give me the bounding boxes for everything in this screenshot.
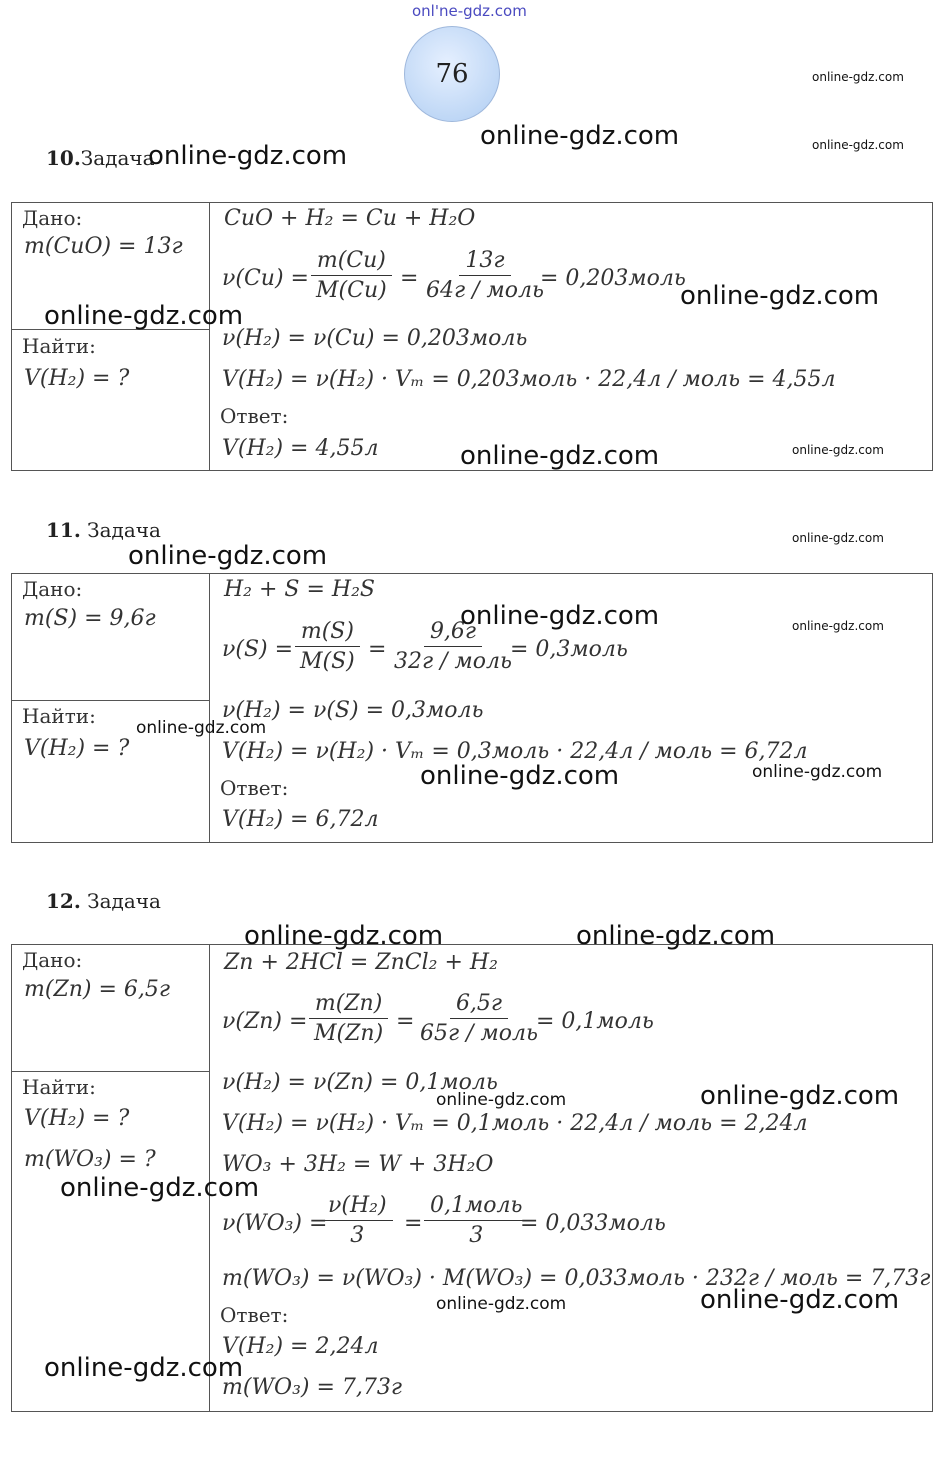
watermark: online-gdz.com — [576, 921, 776, 951]
calc-lhs: ν(S) = — [222, 637, 294, 662]
watermark: online-gdz.com — [700, 1285, 900, 1315]
watermark: online-gdz.com — [244, 921, 444, 951]
given-label: Дано: — [22, 577, 83, 601]
calc-line: ν(H₂) = ν(Cu) = 0,203моль — [222, 326, 528, 351]
find-value: V(H₂) = ? — [24, 1106, 130, 1131]
fraction-formula: $\frac{\text{ν(H₂)}}{3}$ — [322, 1193, 393, 1248]
calc-line: V(H₂) = ν(H₂) · Vₘ = 0,203моль · 22,4л / моль = 4,55л — [222, 367, 836, 392]
calc-line: ν(H₂) = ν(S) = 0,3моль — [222, 698, 484, 723]
reaction-equation: Zn + 2HCl = ZnCl₂ + H₂ — [224, 950, 498, 975]
fraction-values: 13г 64г / моль — [426, 248, 544, 303]
find-value: V(H₂) = ? — [24, 736, 130, 761]
calc-result: = 0,203моль — [540, 266, 686, 291]
watermark: online-gdz.com — [60, 1173, 260, 1203]
fraction-formula: $\frac{m(S)}{M(S)}$ — [294, 619, 361, 674]
watermark: online-gdz.com — [148, 141, 348, 171]
given-label: Дано: — [22, 948, 83, 972]
calc-result: = 0,033моль — [520, 1211, 666, 1236]
watermark: online-gdz.com — [44, 1353, 244, 1383]
page-number-badge — [404, 26, 500, 122]
calc-lhs: ν(Zn) = — [222, 1009, 308, 1034]
answer-value: V(H₂) = 4,55л — [222, 436, 379, 461]
watermark: online-gdz.com — [792, 619, 884, 633]
calc-lhs: ν(Cu) = — [222, 266, 309, 291]
watermark: online-gdz.com — [420, 761, 620, 791]
reaction-equation: WO₃ + 3H₂ = W + 3H₂O — [222, 1152, 494, 1177]
find-label: Найти: — [22, 704, 96, 728]
watermark: online-gdz.com — [752, 762, 883, 782]
fraction-formula: $\frac{m(Zn)}{M(Zn)}$ — [308, 991, 389, 1046]
reaction-equation: H₂ + S = H₂S — [224, 577, 375, 602]
given-value: m(Zn) = 6,5г — [24, 977, 171, 1002]
watermark: online-gdz.com — [436, 1090, 567, 1110]
watermark: online-gdz.com — [700, 1081, 900, 1111]
calc-result: = 0,3моль — [510, 637, 628, 662]
find-label: Найти: — [22, 1075, 96, 1099]
watermark: online-gdz.com — [792, 443, 884, 457]
answer-value: V(H₂) = 6,72л — [222, 807, 379, 832]
find-value: V(H₂) = ? — [24, 366, 130, 391]
watermark: online-gdz.com — [460, 441, 660, 471]
fraction-values: 0,1моль 3 — [424, 1193, 528, 1248]
fraction-values: 9,6г 32г / моль — [394, 619, 512, 674]
task-10-title: 10.Задача — [46, 146, 155, 170]
task-12-title: 12. Задача — [46, 889, 161, 913]
calc-result: = 0,1моль — [536, 1009, 654, 1034]
answer-label: Ответ: — [220, 776, 289, 800]
calc-line: V(H₂) = ν(H₂) · Vₘ = 0,1моль · 22,4л / моль = 2,24л — [222, 1111, 808, 1136]
watermark: online-gdz.com — [792, 531, 884, 545]
calc-lhs: ν(WO₃) = — [222, 1211, 328, 1236]
answer-label: Ответ: — [220, 1303, 289, 1327]
answer-label: Ответ: — [220, 404, 289, 428]
calc-line: m(WO₃) = ν(WO₃) · M(WO₃) = 0,033моль · 232г / моль = 7,73г — [222, 1266, 931, 1291]
calc-line: ν(H₂) = ν(Zn) = 0,1моль — [222, 1070, 498, 1095]
watermark: online-gdz.com — [460, 601, 660, 631]
page-number: 76 — [435, 59, 469, 89]
answer-value: V(H₂) = 2,24л — [222, 1334, 379, 1359]
given-label: Дано: — [22, 206, 83, 230]
top-watermark: onl'ne-gdz.com — [412, 2, 527, 20]
watermark: online-gdz.com — [128, 541, 328, 571]
fraction-formula: $\frac{m(Cu)}{M(Cu)}$ — [310, 248, 393, 303]
watermark: online-gdz.com — [812, 70, 904, 84]
answer-value: m(WO₃) = 7,73г — [222, 1375, 403, 1400]
given-value: m(S) = 9,6г — [24, 606, 156, 631]
find-value: m(WO₃) = ? — [24, 1147, 156, 1172]
calc-line: V(H₂) = ν(H₂) · Vₘ = 0,3моль · 22,4л / моль = 6,72л — [222, 739, 808, 764]
given-value: m(CuO) = 13г — [24, 234, 183, 259]
watermark: online-gdz.com — [436, 1294, 567, 1314]
watermark: online-gdz.com — [44, 301, 244, 331]
watermark: online-gdz.com — [136, 718, 267, 738]
watermark: online-gdz.com — [480, 121, 680, 151]
watermark: online-gdz.com — [812, 138, 904, 152]
task-11-title: 11. Задача — [46, 518, 161, 542]
watermark: online-gdz.com — [680, 281, 880, 311]
reaction-equation: CuO + H₂ = Cu + H₂O — [224, 206, 476, 231]
fraction-values: 6,5г 65г / моль — [420, 991, 538, 1046]
find-label: Найти: — [22, 334, 96, 358]
